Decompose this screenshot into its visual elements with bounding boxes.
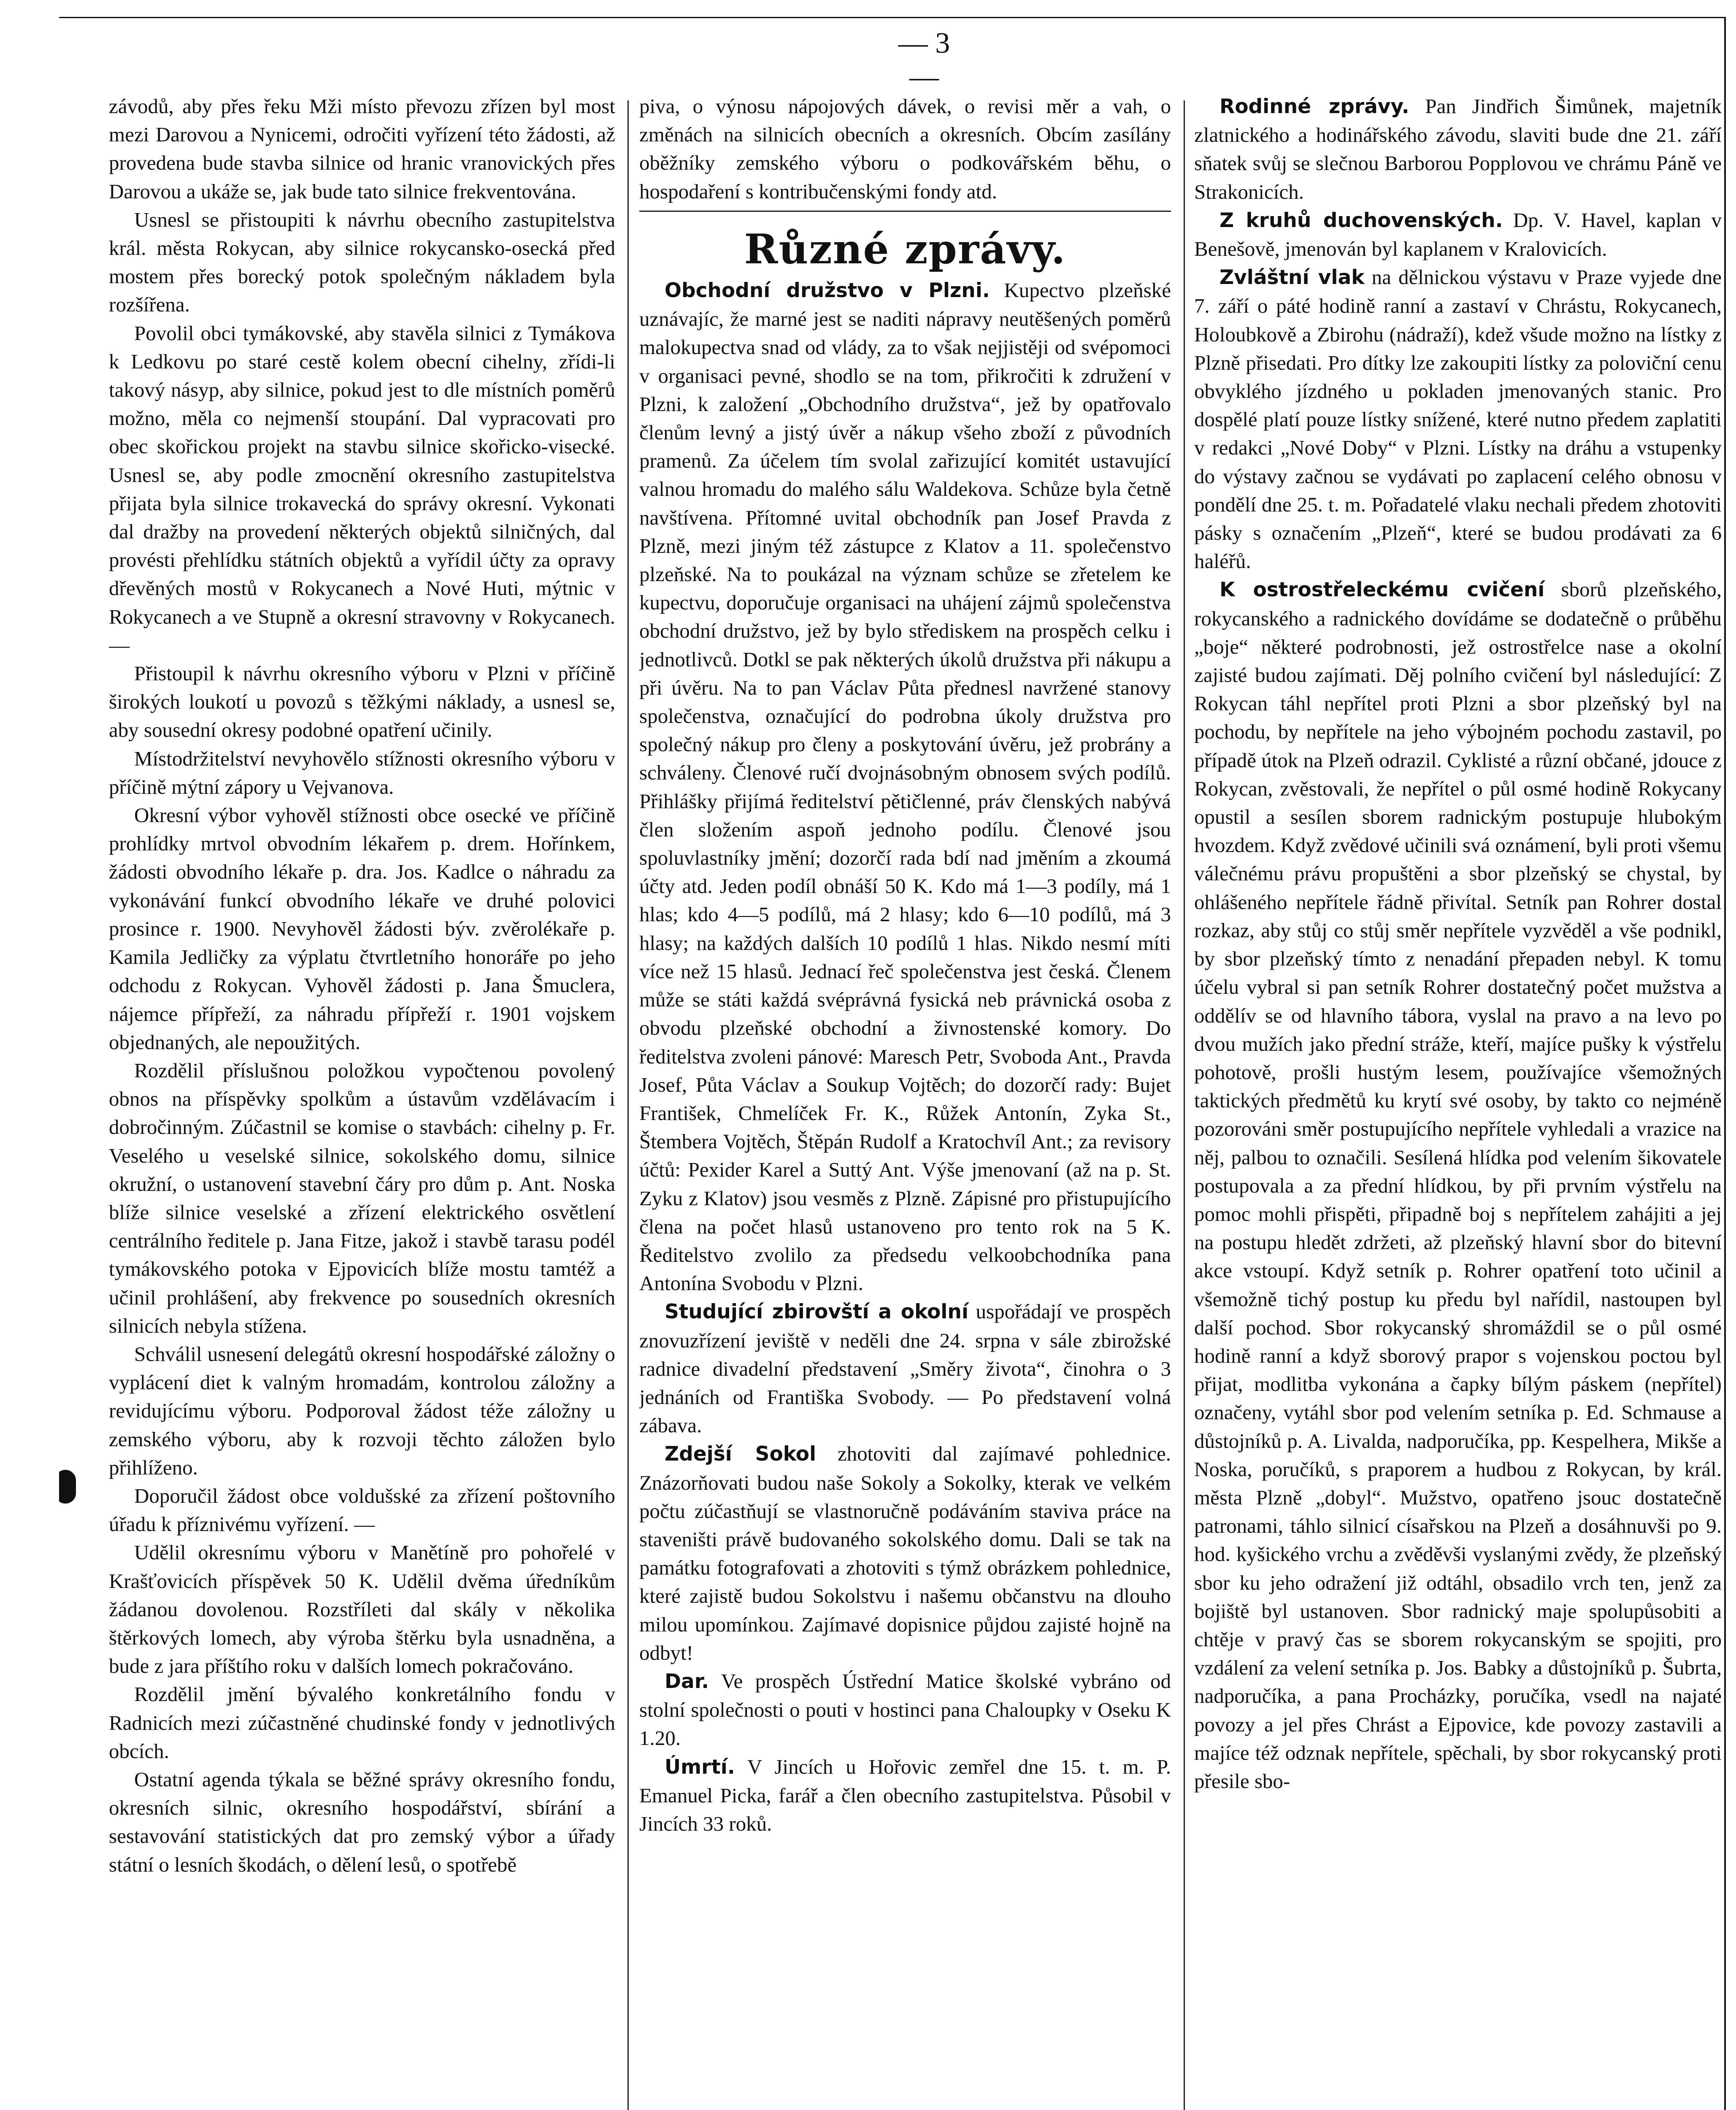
news-item-text: Ve prospěch Ústřední Matice školské vybráno od stolní společnosti o pouti v hostinci pana Chaloupky v Oseku K 1.20. <box>639 1669 1171 1750</box>
paragraph: Rozdělil jmění bývalého konkretálního fondu v Radnicích mezi zúčastněné chudinské fondy v jednotlivých obcích. <box>109 1683 615 1763</box>
paragraph: Povolil obci tymákovské, aby stavěla silnici z Tymákova k Ledkovu po staré cestě kolem obecní cihelny, zřídi-li takový násyp, aby silnice, pokud jest to dle místních poměrů možno, měla co nejmenší stoupání. Dal vypracovati pro obec skořickou projekt na stavbu silnice skořicko-visecké. Usnesl se, aby podle zmocnění okresního zastupitelstva přijata byla silnice trokavecká do správy okresní. Vykonati dal dražby na provedení některých objektů silničných, dal provésti přehlídku státních objektů a vyřídil účty za opravy dřevěných mostů v Rokycanech a Nové Huti, mýtnic v Rokycanech a ve Stupně a okresní stravovny v Rokycanech. — <box>109 321 615 657</box>
column-divider <box>627 100 629 2110</box>
binding-hole-mark <box>59 1470 76 1504</box>
news-item <box>639 276 1171 1297</box>
news-item <box>639 1439 1171 1667</box>
news-item-lead: K ostrostřeleckému cvičení <box>1220 578 1545 602</box>
news-item-text: zhotoviti dal zajímavé pohlednice. Znázorňovati budou naše Sokoly a Sokolky, kterak ve velkém počtu zúčastňují se vlastnoručně podáváním staviva práce na staveništi právě budovaného sokolského domu. Dali se tak na památku fotografovati a zhotoviti s týmž obrázkem pohlednice, které zajistě budou Sokolstvu i našemu občanstvu na dlouho milou upomínkou. Zajímavé dopisnice půjdou zajisté hojně na odbyt! <box>639 1442 1171 1664</box>
news-item-lead: Zdejší Sokol <box>665 1442 817 1466</box>
news-item <box>1194 206 1722 263</box>
news-item-text: V Jincích u Hořovic zemřel dne 15. t. m. P. Emanuel Picka, farář a člen obecního zastupitelstva. Působil v Jincích 33 roků. <box>639 1755 1171 1835</box>
news-item <box>1194 575 1722 1795</box>
section-title: Různé zprávy. <box>744 225 1066 273</box>
page-number: — 3 — <box>898 27 950 93</box>
news-item <box>1194 263 1722 575</box>
news-item-text: uspořádají ve prospěch znovuzřízení jeviště v neděli dne 24. srpna v sále zbirožské radnice divadelní představení „Směry života“, činohra o 3 jednáních od Františka Svobody. — Po představení volná zábava. <box>639 1300 1171 1437</box>
news-item-text: Pan Jindřich Šimůnek, majetník zlatnického a hodinářského závodu, slaviti bude dne 21. září sňatek svůj se slečnou Barborou Popplovou ve chrámu Páně ve Strakonicích. <box>1194 95 1722 203</box>
paragraph: Doporučil žádost obce voldušské za zřízení poštovního úřadu k příznivému vyřízení. — <box>109 1484 615 1536</box>
separator-rule <box>639 211 1171 212</box>
paragraph: Schválil usnesení delegátů okresní hospodářské záložny o vyplácení diet k valným hromadám, kontrolou záložny a revidujícímu výboru. Podporoval žádost téže záložny u zemského výboru, aby k rozvoji těchto záložen bylo přihlíženo. <box>109 1342 615 1479</box>
paragraph: Usnesl se přistoupiti k návrhu obecního zastupitelstva král. města Rokycan, aby silnice rokycansko-osecká před mostem přes borecký potok společným nákladem byla rozšířena. <box>109 208 615 316</box>
paragraph: Okresní výbor vyhověl stížnosti obce osecké ve příčině prohlídky mrtvol obvodním lékařem p. drem. Hořínkem, žádosti obvodního lékaře p. dra. Jos. Kadlce o náhradu za vykonávání funkcí obvodního lékaře ve druhé polovici prosince r. 1900. Nevyhověl žádosti býv. zvěrolékaře p. Kamila Jedličky za výplatu čtvrtletního honoráře po jeho odchodu z Rokycan. Vyhověl žádosti p. Jana Šmuclera, nájemce přípřeží, za náhradu přípřeží r. 1901 vojskem objednaných, ale nepoužitých. <box>109 803 615 1054</box>
news-item-lead: Zvláštní vlak <box>1220 266 1365 289</box>
news-item-lead: Úmrtí. <box>665 1755 735 1779</box>
paragraph: Přistoupil k návrhu okresního výboru v Plzni v příčině širokých loukotí u povozů s těžkými náklady, a usnesl se, aby sousední okresy podobné opatření učinily. <box>109 662 615 742</box>
news-item-lead: Studující zbirovští a okolní <box>665 1300 968 1324</box>
news-item-lead: Obchodní družstvo v Plzni. <box>665 279 990 303</box>
news-item-text: na dělnickou výstavu v Praze vyjede dne 7. září o páté hodině ranní a zastaví v Chrástu, Rokycanech, Holoubkově a Zbirohu (nádraží), kdež všude možno na lístky z Plzně přisedati. Pro dítky lze zakoupiti lístky za poloviční cenu obvyklého jízdného u pokladen jmenovaných stanic. Pro dospělé platí pouze lístky snížené, které nutno předem zaplatiti v redakci „Nové Doby“ v Plzni. Lístky na dráhu a vstupenky do výstavy začnou se vydávati po zaplacení celého obnosu v pondělí dne 25. t. m. Pořadatelé vlaku nechali předem zhotoviti pásky s označením „Plzeň“, které se budou prodávati za 6 haléřů. <box>1194 265 1722 573</box>
news-item-text: Kupectvo plzeňské uznávajíc, že marné jest se naditi nápravy neutěšených poměrů malokupectva snad od vlády, za to však nejjistěji od svépomoci v organisaci pevné, shodlo se na tom, přikročiti k združení v Plzni, k založení „Obchodního družstva“, jež by opatřovalo členům levný a jistý úvěr a nákup všeho zboží z původních pramenů. Za účelem tím svolal zařizující komitét ustavující valnou hromadu do malého sálu Waldekova. Schůze byla četně navštívena. Přítomné uvital obchodník pan Josef Pravda z Plzně, mezi jiným též zástupce z Klatov a 11. společenstvo plzeňské. Na to poukázal na význam schůze se zřetelem ke kupectvu, doporučuje organisaci na uhájení zájmů společenstva obchodní družstvo, jež by bylo střediskem na prospěch celku i jednotlivců. Dotkl se pak některých úkolů družstva při nákupu a při úvěru. Na to pan Václav Půta přednesl navržené stanovy společenstva, označující do podrobna úkoly družstva pro společný nákup pro členy a poskytování úvěru, jež probrány a schváleny. Členové ručí dvojnásobným obnosem svých podílů. Přihlášky přijímá ředitelství pětičlenné, práv členských nabývá člen složením aspoň jednoho podílu. Členové jsou spoluvlastníky jmění; dozorčí rada bdí nad jměním a zkoumá účty atd. Jeden podíl obnáší 50 K. Kdo má 1—3 podíly, má 1 hlas; kdo 4—5 podílů, má 2 hlasy; kdo 6—10 podílů, má 3 hlasy; na každých dalších 10 podílů 1 hlas. Nikdo nesmí míti více než 15 hlasů. Jednací řeč společenstva jest česká. Členem může se státi každá svéprávná fysická neb právnická osoba z obvodu plzeňské obchodní a živnostenské komory. Do ředitelstva zvoleni pánové: Maresch Petr, Svoboda Ant., Pravda Josef, Půta Václav a Soukup Vojtěch; do dozorčí rady: Bujet František, Chmelíček Fr. K., Růžek Antonín, Zyka St., Štembera Vojtěch, Štěpán Rudolf a Kratochvíl Ant.; za revisory účtů: Pexider Karel a Suttý Ant. Výše jmenovaní (až na p. St. Zyku z Klatov) jsou vesměs z Plzně. Zápisné pro přistupujícího člena na počet hlasů ustanoveno pro tento rok na 5 K. Ředitelstvo zvolilo za předsedu velkoobchodníka pana Antonína Svobodu v Plzni. <box>639 279 1171 1295</box>
middle-column <box>639 92 1171 2110</box>
news-item <box>639 1667 1171 1753</box>
news-item <box>639 1753 1171 1838</box>
paragraph: Udělil okresnímu výboru v Manětíně pro pohořelé v Krašťovicích příspěvek 50 K. Udělil dvěma úředníkům žádanou dovolenou. Rozstříleti dal skály v několika štěrkových lomech, aby výroba štěrku byla usnadněna, a bude z jara příštího roku v dalších lomech pokračováno. <box>109 1541 615 1678</box>
news-item-lead: Dar. <box>665 1669 709 1693</box>
paragraph: závodů, aby přes řeku Mži místo převozu zřízen byl most mezi Darovou a Nynicemi, odročiti vyřízení této žádosti, až provedena bude stavba silnice od hranic vranovických přes Darovou a ukáže se, jak bude tato silnice frekventována. <box>109 95 615 203</box>
newspaper-page <box>59 17 1726 2110</box>
paragraph: Místodržitelství nevyhovělo stížnosti okresního výboru v příčině mýtní zápory u Vejvanova. <box>109 747 615 798</box>
news-item-text: sborů plzeňského, rokycanského a radnického dovídáme se dodatečně o průběhu „boje“ některé podrobnosti, jež ostrostřelce nase a okolní zajisté budou zajímati. Děj polního cvičení byl následující: Z Rokycan táhl nepřítel proti Plzni a sbor plzeňský byl na pochodu, by nepřítele na jeho výbojném pochodu zastavil, po případě útok na Plzeň odrazil. Cyklisté a různí občané, jdouce z Rokycan, zvěstovali, že nepřítel o půl osmé hodině Rokycany opustil a sesílen sborem radnickým postupuje hlubokým hvozdem. Když zvědové učinili svá oznámení, byli proti všemu válečnému právu propuštěni a sbor plzeňský se chystal, by ohlášeného nepřítele řádně přivítal. Setník pan Rohrer dostal rozkaz, aby stůj co stůj směr nepřítele vyzvěděl a vše podnikl, by sbor plzeňský tímto z nenadání přepaden nebyl. K tomu účelu vybral si pan setník Rohrer dostatečný počet mužstva a oddělív se od hlavního tábora, vyslal na pravo a na levo po dvou mužích jako přední stráže, kteří, majíce pušky k výstřelu pohotově, prošli hustým lesem, používajíce všemožných taktických předmětů ku krytí své osoby, by takto co nejméně pozorováni směr postupujícího nepřítele vyhledali a vrazice na něj, palbou to označili. Sesílená hlídka pod velením šikovatele postupovala a za přední hlídkou, by při prvním výstřelu na pomoc mohli přispěti, připadně boj s nepřítelem zahájiti a jej na postupu hledět zdržeti, až plzeňský hlavní sbor do bitevní akce vstoupí. Když setník p. Rohrer opatření toto učinil a všemožně tichý postup ku předu byl nařídil, nastoupen byl další pochod. Sbor rokycanský shromáždil se o půl osmé hodině ranní a když sborový prapor s vojenskou poctou byl přijat, modlitba vykonána a čapky bílým páskem (nepřítel) označeny, vytáhl sbor pod velením setníka p. Ed. Schmause a důstojníků p. A. Livalda, nadporučíka, pp. Kespelhera, Mikše a Noska, poručíků, s praporem a hudbou z Rokycan, by král. města Plzně „dobyl“. Mužstvo, opatřeno jsouc dostatečně patronami, táhlo silnicí císařskou na Plzeň a dosáhnuvši po 9. hod. kyšického vrchu a zvěděvši vyslanými zvědy, že plzeňský sbor ku jeho odražení již odtáhl, obsadilo vrch ten, jenž za bojiště byl ustanoven. Sbor radnický maje spolupůsobiti a chtěje v pravý čas se sborem rokycanským se spojiti, pro vzdálení za velení setníka p. Jos. Babky a důstojníků p. Šubrta, nadporučíka, a pana Procházky, poručíka, vsedl na najaté povozy a jel přes Chrást a Ejpovice, kde povozy zastavili a majíce též odznak nepřítele, spěchali, by sbor rokycanský proti přesile sbo- <box>1194 578 1722 1793</box>
column-divider <box>1184 100 1185 2110</box>
news-item-lead: Z kruhů duchovenských. <box>1220 208 1503 232</box>
news-item <box>639 1297 1171 1439</box>
paragraph: Rozdělil příslušnou položkou vypočtenou povolený obnos na příspěvky spolkům a ústavům vzdělávacím i dobročinným. Zúčastnil se komise o stavbách: cihelny p. Fr. Veselého u veselské silnice, sokolského domu, silnice okružní, o ustanovení stavební čáry pro dům p. Ant. Noska blíže silnice veselské a zřízení elektrického osvětlení centrálního ředitele p. Jana Fitze, jakož i stavbě tarasu podél tymákovského potoka v Ejpovicích blíže mostu tamtéž a učinil prohlášení, aby frekvence po sousedních okresních silnicích nebyla stížena. <box>109 1058 615 1337</box>
paragraph: Ostatní agenda týkala se běžné správy okresního fondu, okresních silnic, okresního hospodářství, sbírání a sestavování statistických dat pro zemský výbor a úřady státní o lesních škodách, o dělení lesů, o spotřebě <box>109 1767 615 1876</box>
news-item <box>1194 92 1722 206</box>
right-column <box>1194 92 1722 2110</box>
news-item-text: Dp. V. Havel, kaplan v Benešově, jmenován byl kaplanem v Kralovicích. <box>1194 208 1722 261</box>
paragraph: piva, o výnosu nápojových dávek, o revisi měr a vah, o změnách na silnicích obecních a okresních. Obcím zasílány oběžníky zemského výboru o podkovářském běhu, o hospodaření s kontribučenskými fondy atd. <box>639 95 1171 203</box>
left-column <box>109 92 615 2110</box>
news-item-lead: Rodinné zprávy. <box>1220 95 1409 118</box>
